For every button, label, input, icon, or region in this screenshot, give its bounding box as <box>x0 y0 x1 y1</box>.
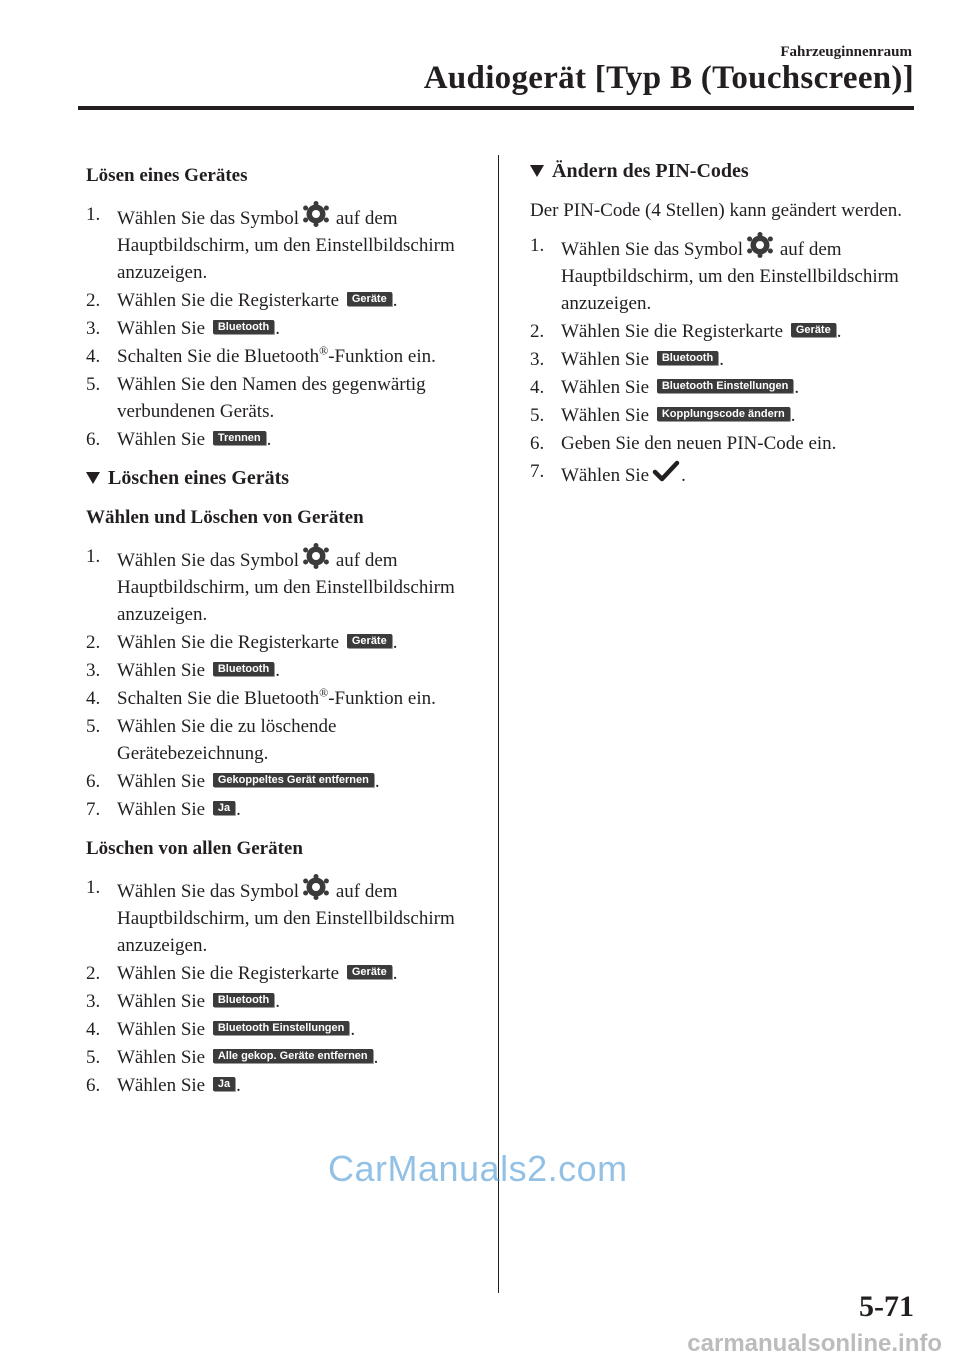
step-item: 7. Wählen Sie Ja . <box>86 799 241 820</box>
pin-intro: Der PIN-Code (4 Stellen) kann geändert werden. <box>530 200 902 221</box>
watermark-carmanuals2: CarManuals2.com <box>328 1148 628 1189</box>
step-item: 2. Wählen Sie die Registerkarte Geräte . <box>86 963 398 984</box>
bluetooth-settings-button: Bluetooth Einstellungen <box>657 379 794 393</box>
header-rule <box>78 106 914 110</box>
subheading-select-delete: Wählen und Löschen von Geräten <box>86 507 364 528</box>
step-item: 3. Wählen Sie Bluetooth . <box>86 660 280 681</box>
devices-tab-button: Geräte <box>347 965 392 979</box>
step-item: 2. Wählen Sie die Registerkarte Geräte . <box>530 321 842 342</box>
running-header-section: Fahrzeuginnenraum <box>780 44 912 60</box>
devices-tab-button: Geräte <box>791 323 836 337</box>
devices-tab-button: Geräte <box>347 634 392 648</box>
gear-icon <box>301 201 331 227</box>
subheading-disconnect: Lösen eines Gerätes <box>86 165 248 186</box>
step-item: 6. Wählen Sie Trennen . <box>86 429 272 450</box>
section-title-pin: Ändern des PIN-Codes <box>530 158 920 185</box>
step-item: 4. Wählen Sie Bluetooth Einstellungen . <box>530 377 800 398</box>
page-number: 5-71 <box>859 1290 914 1323</box>
bluetooth-button: Bluetooth <box>213 320 274 334</box>
section-title-delete: Löschen eines Geräts <box>86 465 486 492</box>
step-item: 1. Wählen Sie das Symbol auf dem Hauptbildschirm, um den Einstellbildschirm anzuzeigen. <box>86 874 486 959</box>
step-item: 2. Wählen Sie die Registerkarte Geräte . <box>86 632 398 653</box>
step-item: 1. Wählen Sie das Symbol auf dem Hauptbildschirm, um den Einstellbildschirm anzuzeigen. <box>86 201 486 286</box>
steps-select-delete <box>86 543 486 823</box>
step-item: 4. Schalten Sie die Bluetooth®-Funktion ein. <box>86 685 436 709</box>
column-divider <box>498 155 499 1293</box>
step-item: 4. Schalten Sie die Bluetooth®-Funktion ein. <box>86 343 436 367</box>
steps-disconnect <box>86 201 486 453</box>
step-item: 5. Wählen Sie die zu löschende Gerätebezeichnung. <box>86 716 337 764</box>
devices-tab-button: Geräte <box>347 292 392 306</box>
step-item: 5. Wählen Sie Alle gekop. Geräte entfernen . <box>86 1047 379 1068</box>
bluetooth-button: Bluetooth <box>213 662 274 676</box>
steps-pin <box>530 232 920 489</box>
remove-all-paired-button: Alle gekop. Geräte entfernen <box>213 1049 373 1063</box>
step-item: 6. Wählen Sie Gekoppeltes Gerät entfernen . <box>86 771 380 792</box>
right-column <box>530 158 920 501</box>
triangle-marker-icon <box>86 472 100 484</box>
step-item: 4. Wählen Sie Bluetooth Einstellungen . <box>86 1019 356 1040</box>
gear-icon <box>745 232 775 258</box>
remove-paired-device-button: Gekoppeltes Gerät entfernen <box>213 773 374 787</box>
gear-icon <box>301 543 331 569</box>
change-pairing-code-button: Kopplungscode ändern <box>657 407 790 421</box>
step-item: 1. Wählen Sie das Symbol auf dem Hauptbildschirm, um den Einstellbildschirm anzuzeigen. <box>530 232 920 317</box>
step-item: 3. Wählen Sie Bluetooth . <box>86 318 280 339</box>
step-item: 6. Wählen Sie Ja . <box>86 1075 241 1096</box>
gear-icon <box>301 874 331 900</box>
yes-button: Ja <box>213 801 235 815</box>
step-item: 5. Wählen Sie Kopplungscode ändern . <box>530 405 796 426</box>
step-item: 3. Wählen Sie Bluetooth . <box>530 349 724 370</box>
triangle-marker-icon <box>530 165 544 177</box>
step-item: 5. Wählen Sie den Namen des gegenwärtig verbundenen Geräts. <box>86 374 426 422</box>
bluetooth-button: Bluetooth <box>213 993 274 1007</box>
steps-delete-all <box>86 874 486 1099</box>
disconnect-button: Trennen <box>213 431 266 445</box>
step-item: 3. Wählen Sie Bluetooth . <box>86 991 280 1012</box>
step-item: 1. Wählen Sie das Symbol auf dem Hauptbildschirm, um den Einstellbildschirm anzuzeigen. <box>86 543 486 628</box>
checkmark-icon <box>651 458 681 484</box>
subheading-delete-all: Löschen von allen Geräten <box>86 838 303 859</box>
step-item: 6. Geben Sie den neuen PIN-Code ein. <box>530 433 837 454</box>
step-item: 7. Wählen Sie . <box>530 458 920 489</box>
bluetooth-settings-button: Bluetooth Einstellungen <box>213 1021 350 1035</box>
left-column <box>86 158 486 1111</box>
bluetooth-button: Bluetooth <box>657 351 718 365</box>
yes-button: Ja <box>213 1077 235 1091</box>
watermark-carmanualsonline: carmanualsonline.info <box>687 1330 942 1357</box>
step-item: 2. Wählen Sie die Registerkarte Geräte . <box>86 290 398 311</box>
running-header-title: Audiogerät [Typ B (Touchscreen)] <box>423 60 914 96</box>
